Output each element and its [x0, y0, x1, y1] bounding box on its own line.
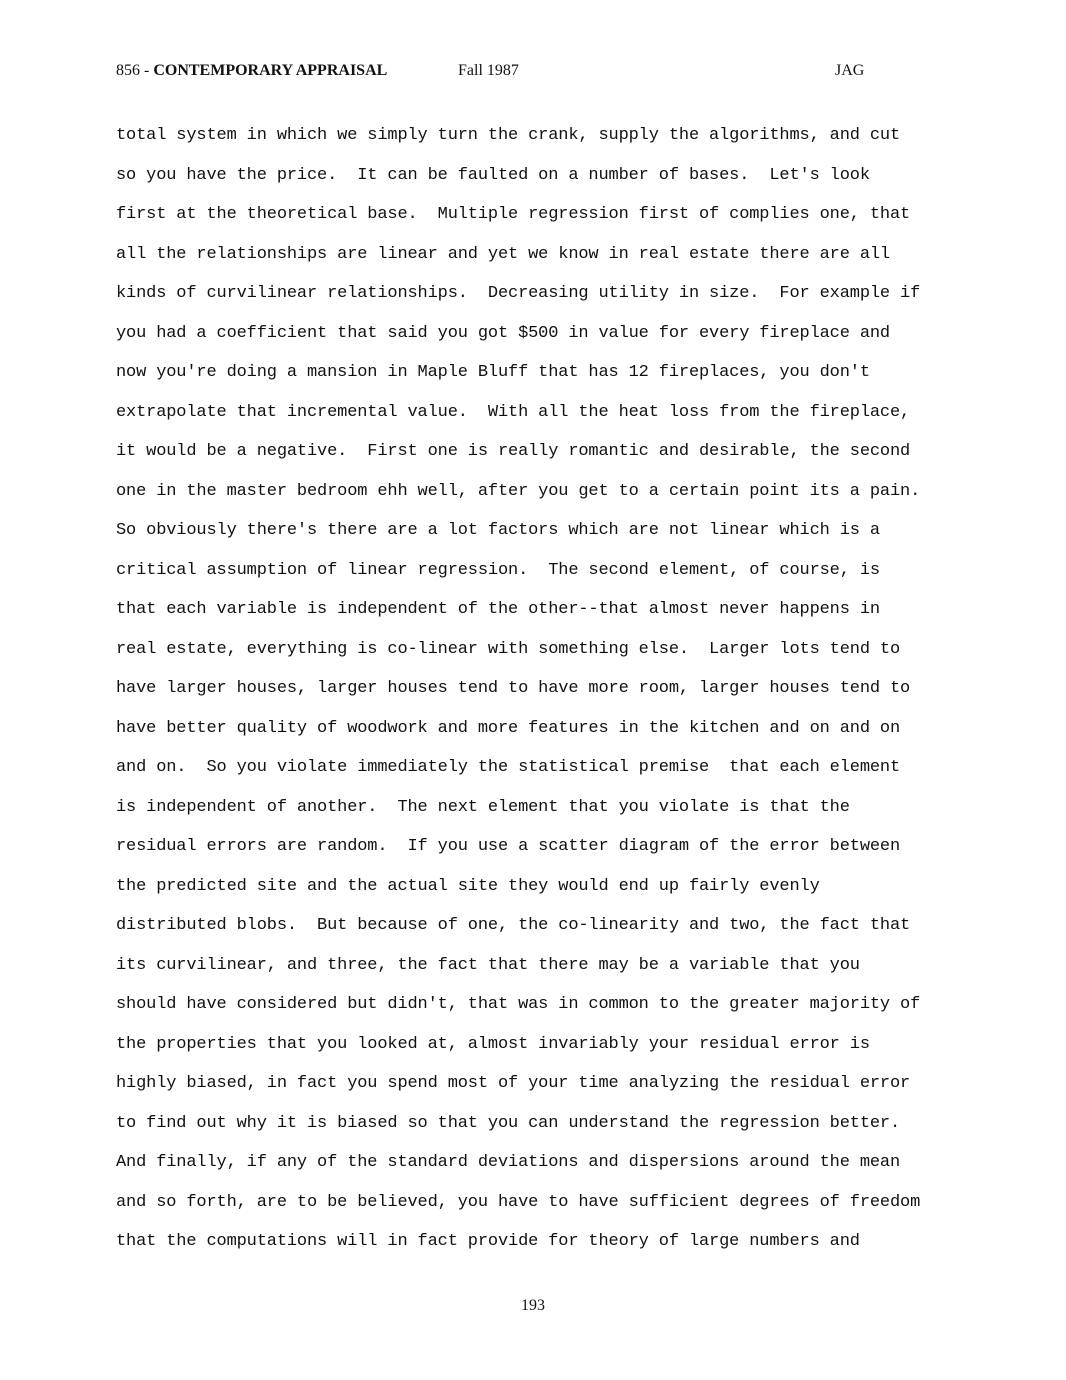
text-line: So obviously there's there are a lot factors which are not linear which is a — [116, 521, 880, 540]
text-line: that each variable is independent of the other--that almost never happens in — [116, 600, 880, 619]
text-line: it would be a negative. First one is really romantic and desirable, the second — [116, 442, 911, 461]
text-line: distributed blobs. But because of one, the co-linearity and two, the fact that — [116, 916, 911, 935]
text-line: its curvilinear, and three, the fact that there may be a variable that you — [116, 955, 860, 975]
text-line: one in the master bedroom ehh well, after you get to a certain point its a pain. — [116, 481, 921, 501]
text-line: total system in which we simply turn the crank, supply the algorithms, and cut — [116, 126, 901, 145]
page-number: 193 — [521, 1297, 545, 1314]
text-line: have larger houses, larger houses tend to have more room, larger houses tend to — [116, 679, 911, 698]
text-line: kinds of curvilinear relationships. Decreasing utility in size. For example if — [116, 284, 921, 303]
course-heading — [116, 62, 387, 80]
text-line: extrapolate that incremental value. With all the heat loss from the fireplace, — [116, 402, 911, 422]
text-line: is independent of another. The next element that you violate is that the — [116, 797, 850, 817]
text-line: to find out why it is biased so that you can understand the regression better. — [116, 1113, 901, 1133]
text-line: first at the theoretical base. Multiple regression first of complies one, that — [116, 205, 911, 224]
text-line: now you're doing a mansion in Maple Bluff that has 12 fireplaces, you don't — [116, 363, 870, 382]
text-line: real estate, everything is co-linear with something else. Larger lots tend to — [116, 639, 901, 659]
page-header — [116, 62, 876, 86]
text-line: have better quality of woodwork and more features in the kitchen and on and on — [116, 718, 901, 738]
text-line: should have considered but didn't, that was in common to the greater majority of — [116, 995, 921, 1014]
transcript-body — [116, 124, 976, 1270]
text-line: the properties that you looked at, almost invariably your residual error is — [116, 1034, 870, 1054]
course-title: CONTEMPORARY APPRAISAL — [153, 62, 388, 79]
text-line: you had a coefficient that said you got $500 in value for every fireplace and — [116, 323, 890, 343]
text-line: that the computations will in fact provide for theory of large numbers and — [116, 1232, 860, 1251]
text-line: And finally, if any of the standard deviations and dispersions around the mean — [116, 1153, 901, 1172]
text-line: and so forth, are to be believed, you have to have sufficient degrees of freedom — [116, 1192, 921, 1212]
text-line: critical assumption of linear regression. The second element, of course, is — [116, 560, 880, 580]
text-line: so you have the price. It can be faulted on a number of bases. Let's look — [116, 165, 870, 185]
text-line: highly biased, in fact you spend most of your time analyzing the residual error — [116, 1074, 911, 1093]
text-line: all the relationships are linear and yet we know in real estate there are all — [116, 244, 890, 264]
text-line: and on. So you violate immediately the statistical premise that each element — [116, 758, 901, 777]
author-initials: JAG — [835, 62, 865, 79]
course-number: 856 - — [116, 62, 154, 79]
text-line: the predicted site and the actual site they would end up fairly evenly — [116, 876, 820, 896]
term-label: Fall 1987 — [458, 62, 519, 79]
text-line: residual errors are random. If you use a scatter diagram of the error between — [116, 837, 901, 856]
